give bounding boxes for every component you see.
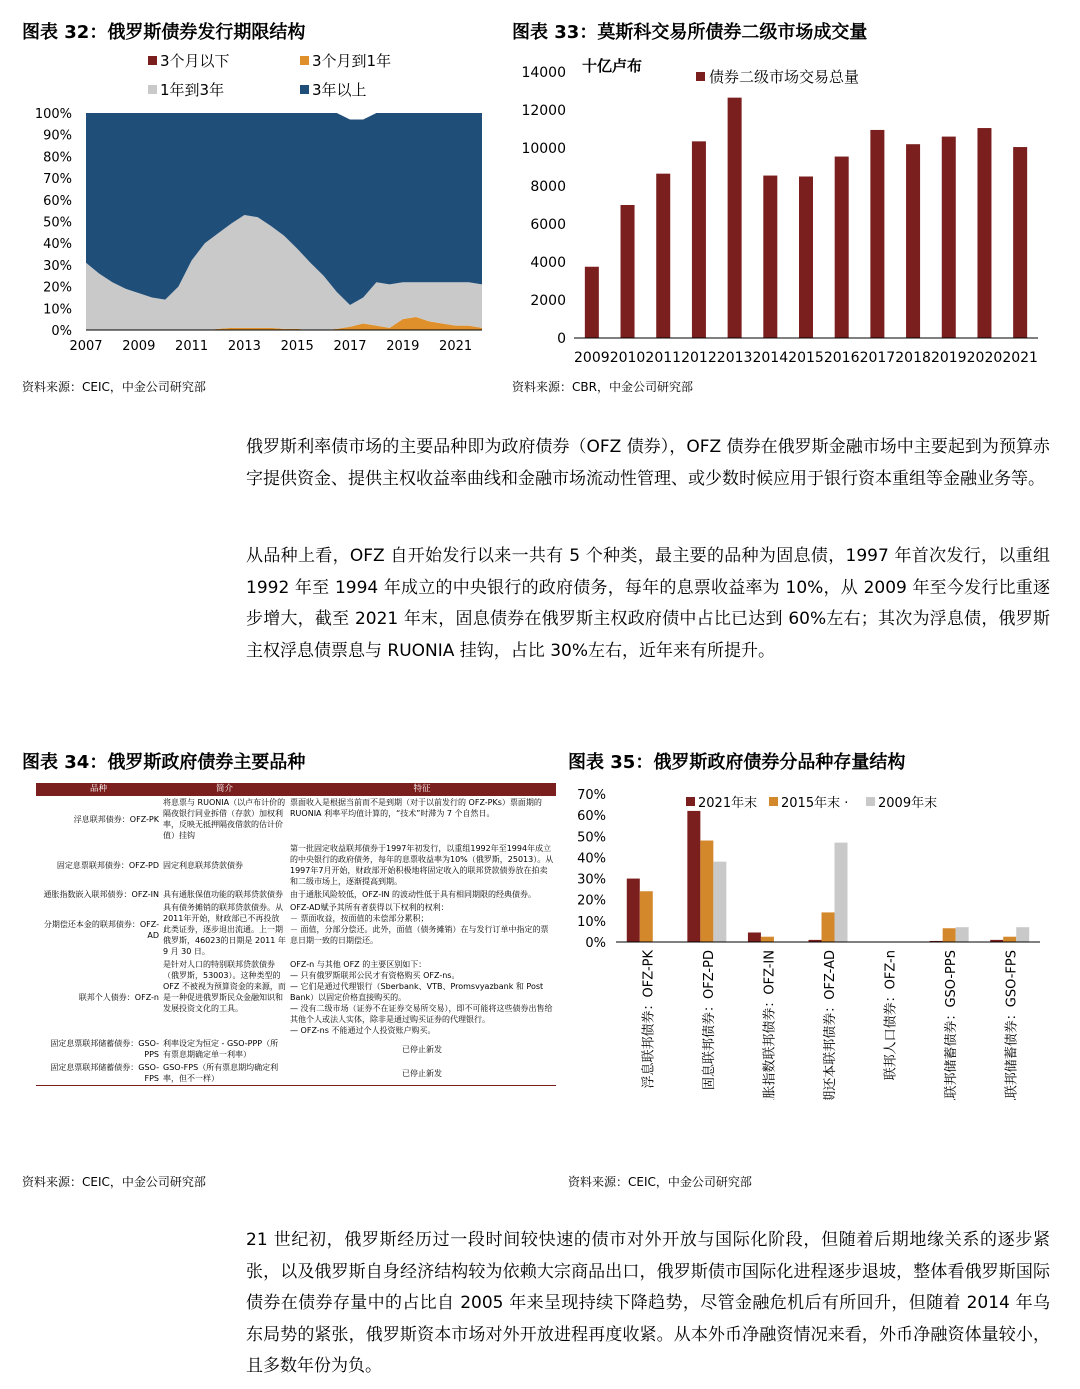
y-tick-label: 2000 xyxy=(530,293,566,309)
x-tick-label: 2017 xyxy=(859,350,896,366)
bond-type-cell: 浮息联邦债券：OFZ-PK xyxy=(73,814,159,824)
bar xyxy=(942,137,956,338)
x-tick-label: 通胀指数联邦债券：OFZ-IN xyxy=(762,950,778,1100)
bond-feature-cell: 票面收入是根据当前而不是到期（对于以前发行的 OFZ-PKs）票面期的 RUONIA 利率平均值计算的，“技术”时滞为 7 个自然日。 xyxy=(290,798,542,818)
bond-feature-cell: OFZ-AD赋予其所有者获得以下权利的权利： － 票面收益，按面值的未偿部分累积； － 面值，分部分偿还。此外，面值（债务摊销）在与发行订单中指定的票息日期一致的日期偿还。 xyxy=(290,903,549,945)
bar xyxy=(700,841,713,942)
legend-label: 3个月到1年 xyxy=(312,52,392,70)
bond-intro-cell: 具有债务摊销的联邦贷款债券。从2011年开始，财政部已不再投放此类证券，逐步退出流通。上一期俄罗斯，46023的日期是 2011 年 9 月 30 日。 xyxy=(163,903,286,956)
bond-type-cell: 固定息票联邦储蓄债券：GSO-FPS xyxy=(36,1061,161,1086)
x-tick-label: 2016 xyxy=(823,350,860,366)
bond-intro-cell: 利率设定为恒定 - GSO-PPP（所有票息期确定单一利率） xyxy=(163,1039,279,1059)
x-tick-label: 2021 xyxy=(439,339,473,354)
x-tick-label: 2019 xyxy=(386,339,420,354)
x-tick-label: 2019 xyxy=(930,350,967,366)
y-tick-label: 60% xyxy=(577,809,606,825)
bond-type-cell: 分期偿还本金的联邦债券：OFZ-AD xyxy=(43,919,159,940)
fig32-title: 图表 32：俄罗斯债券发行期限结构 xyxy=(22,22,306,43)
y-tick-label: 40% xyxy=(43,237,72,253)
paragraph-2: 从品种上看，OFZ 自开始发行以来一共有 5 个种类，最主要的品种为固息债，1997 年首次发行，以重组 1992 年至 1994 年成立的中央银行的政府债务，每年的息票收益率为 10%，从 2009 年至今发行比重逐步增大，截至 2021 年末，固息债券在俄罗斯主权政府债中占比已达到 60%左右；其次为浮息债，俄罗斯主权浮息债票息与 RUONIA 挂钩，占比 30%左右，近年来有所提升。 xyxy=(246,546,1050,661)
bar xyxy=(687,811,700,942)
table-header-cell: 简介 xyxy=(161,783,288,796)
y-tick-label: 70% xyxy=(43,172,72,188)
bar xyxy=(956,927,969,942)
bar xyxy=(870,130,884,338)
x-tick-label: 2014 xyxy=(752,350,789,366)
bond-feature-cell: 已停止新发 xyxy=(402,1044,442,1054)
bar xyxy=(943,928,956,942)
x-tick-label: 2017 xyxy=(333,339,367,354)
x-tick-label: 固息联邦储蓄债券：GSO-PPS xyxy=(944,950,960,1100)
legend-swatch xyxy=(866,797,875,806)
fig32-chart xyxy=(14,44,494,368)
bar xyxy=(621,205,635,338)
fig33-chart xyxy=(510,52,1050,374)
y-tick-label: 0% xyxy=(51,324,72,339)
y-tick-label: 100% xyxy=(34,107,72,122)
table-row xyxy=(36,958,556,1037)
bar xyxy=(656,174,670,338)
fig35-chart xyxy=(566,782,1046,1104)
bond-intro-cell: GSO-FPS（所有票息期均确定利率，但不一样） xyxy=(161,1061,288,1086)
table-row xyxy=(36,1037,556,1061)
legend-label: 1年到3年 xyxy=(160,81,225,99)
y-tick-label: 50% xyxy=(43,215,72,231)
fig33-title: 图表 33：莫斯科交易所债券二级市场成交量 xyxy=(512,22,868,43)
y-tick-label: 10% xyxy=(43,302,72,318)
x-tick-label: 2009 xyxy=(122,339,156,354)
fig34-title: 图表 34：俄罗斯政府债券主要品种 xyxy=(22,752,306,773)
bar xyxy=(627,879,640,942)
bond-feature-cell: 由于通胀风险较低，OFZ-IN 的波动性低于具有相同期限的经典债券。 xyxy=(290,890,537,899)
x-tick-label: 2013 xyxy=(716,350,753,366)
y-tick-label: 12000 xyxy=(521,103,566,119)
y-tick-label: 30% xyxy=(43,258,72,274)
y-tick-label: 70% xyxy=(577,788,606,803)
y-tick-label: 10000 xyxy=(521,141,566,157)
bar xyxy=(835,843,848,942)
bar xyxy=(640,891,653,942)
x-tick-label: 固息联邦债券：OFZ-PD xyxy=(701,950,717,1090)
bar xyxy=(1003,937,1016,942)
bond-feature-cell: OFZ-n 与其他 OFZ 的主要区别如下： — 只有俄罗斯联邦公民才有资格购买 OFZ-ns。 — 它们是通过代理银行（Sberbank、VTB、Promsvyazbank 和 Post Bank）以固定价格直接购买的。 — 没有二级市场（证券不在证券交易所交易），即不可能将这些债券出售给其他个人或法人实体，除非是通过购买证券的代理银行。 — OFZ-ns 不能通过个人投资账户购买。 xyxy=(290,960,553,1035)
x-tick-label: 联邦人口债券：OFZ-n xyxy=(883,950,899,1081)
legend-swatch xyxy=(769,797,778,806)
x-tick-label: 2010 xyxy=(609,350,646,366)
fig33-source: 资料来源：CBR，中金公司研究部 xyxy=(512,380,693,394)
fig35-source: 资料来源：CEIC，中金公司研究部 xyxy=(568,1175,752,1189)
bar xyxy=(763,176,777,338)
bond-intro-cell: 将息票与 RUONIA（以卢布计价的隔夜银行同业拆借（存款）加权利率，反映无抵押隔夜借款的估计价值）挂钩 xyxy=(163,798,286,840)
bar xyxy=(761,937,774,942)
y-tick-label: 6000 xyxy=(530,217,566,233)
y-tick-label: 4000 xyxy=(530,255,566,271)
bar xyxy=(585,267,599,338)
bond-intro-cell: 具有通胀保值功能的联邦贷款债券 xyxy=(163,890,283,899)
y-tick-label: 40% xyxy=(577,851,606,867)
bond-intro-cell: 是针对人口的特别联邦贷款债券（俄罗斯，53003）。这种类型的 OFZ 不被视为预算资金的来源，而是一种促进俄罗斯民众金融知识和发展投资文化的工具。 xyxy=(163,960,286,1013)
fig35-title: 图表 35：俄罗斯政府债券分品种存量结构 xyxy=(568,752,906,773)
bond-type-cell: 通胀指数嵌入联邦债券：OFZ-IN xyxy=(43,890,159,899)
table-row xyxy=(36,796,556,842)
x-tick-label: 2020 xyxy=(966,350,1003,366)
y-tick-label: 90% xyxy=(43,128,72,144)
x-tick-label: 2015 xyxy=(280,339,314,354)
x-tick-label: 2011 xyxy=(175,339,209,354)
x-tick-label: 浮息联邦债券：OFZ-PK xyxy=(641,950,657,1089)
legend-swatch xyxy=(148,56,157,65)
table-row xyxy=(36,842,556,888)
x-tick-label: 2021 xyxy=(1002,350,1038,366)
legend-label: 3年以上 xyxy=(312,81,367,99)
legend-label: 2021年末 xyxy=(698,796,758,811)
fig34-source: 资料来源：CEIC，中金公司研究部 xyxy=(22,1175,206,1189)
bar xyxy=(1013,147,1027,338)
y-tick-label: 10% xyxy=(577,914,606,930)
y-tick-label: 0 xyxy=(557,331,566,347)
legend-swatch xyxy=(148,85,157,94)
table-row xyxy=(36,888,556,901)
x-tick-label: 2015 xyxy=(788,350,824,366)
bar xyxy=(692,141,706,338)
x-tick-label: 2018 xyxy=(895,350,931,366)
bar xyxy=(799,177,813,339)
fig34-table xyxy=(36,783,556,1086)
legend-swatch xyxy=(300,85,309,94)
bar xyxy=(835,157,849,338)
bond-type-cell: 联邦个人债券：OFZ-n xyxy=(78,993,159,1002)
bar xyxy=(977,128,991,338)
x-tick-label: 分期还本联邦债券：OFZ-AD xyxy=(823,950,838,1100)
bond-type-cell: 固定息票联邦储蓄债券：GSO-PPS xyxy=(50,1039,159,1059)
fig32-source: 资料来源：CEIC，中金公司研究部 xyxy=(22,380,206,394)
legend-swatch xyxy=(300,56,309,65)
fig32-svg xyxy=(14,44,494,364)
y-tick-label: 14000 xyxy=(521,65,566,81)
y-tick-label: 30% xyxy=(577,872,606,888)
bar xyxy=(728,98,742,338)
legend-label: 3个月以下 xyxy=(160,52,230,70)
table-header-cell: 品种 xyxy=(36,783,161,796)
legend-label: 2009年末 xyxy=(878,796,938,811)
x-tick-label: 2013 xyxy=(227,339,261,354)
y-tick-label: 20% xyxy=(43,280,72,296)
legend-swatch xyxy=(696,72,705,81)
x-tick-label: 2011 xyxy=(645,350,682,366)
y-tick-label: 50% xyxy=(577,830,606,846)
fig33-svg xyxy=(510,52,1050,370)
x-tick-label: 2012 xyxy=(681,350,717,366)
x-tick-label: 固息联邦储蓄债券：GSO-FPS xyxy=(1004,950,1020,1100)
table-header-row xyxy=(36,783,556,796)
y-tick-label: 0% xyxy=(585,936,606,951)
y-tick-label: 20% xyxy=(577,893,606,909)
bond-feature-cell: 第一批固定收益联邦债券于1997年初发行，以重组1992年至1994年成立的中央银行的政府债务，每年的息票收益率为10%（俄罗斯，25013）。从1997年7月开始，财政部开始积极地将固定收入的联邦贷款债券放在拍卖和二级市场上，逐渐提高到期。 xyxy=(290,844,554,886)
table-row xyxy=(36,1061,556,1086)
bar xyxy=(748,932,761,942)
legend-label: 债券二级市场交易总量 xyxy=(709,68,860,86)
fig34-table-wrap xyxy=(36,783,556,1086)
x-tick-label: 2009 xyxy=(574,350,610,366)
y-tick-label: 8000 xyxy=(530,179,566,195)
x-tick-label: 2007 xyxy=(69,339,103,354)
bond-feature-cell: 已停止新发 xyxy=(288,1061,556,1086)
bar xyxy=(822,912,835,942)
table-row xyxy=(36,901,556,958)
bar xyxy=(713,862,726,942)
bar xyxy=(1016,927,1029,942)
legend-swatch xyxy=(686,797,695,806)
y-tick-label: 60% xyxy=(43,193,72,209)
paragraph-3: 21 世纪初，俄罗斯经历过一段时间较快速的债市对外开放与国际化阶段，但随着后期地缘关系的逐步紧张，以及俄罗斯自身经济结构较为依赖大宗商品出口，俄罗斯债市国际化进程逐步退坡，整体看俄罗斯国际债券在债券存量中的占比自 2005 年来呈现持续下降趋势，尽管金融危机后有所回升，但随着 2014 年乌东局势的紧张，俄罗斯资本市场对外开放进程再度收紧。从本外币净融资情况来看，外币净融资体量较小，且多数年份为负。 xyxy=(246,1230,1050,1376)
bar xyxy=(906,144,920,338)
table-header-cell: 特征 xyxy=(288,783,556,796)
bond-intro-cell: 固定利息联邦贷款债券 xyxy=(163,860,243,870)
y-axis-unit-label: 十亿卢布 xyxy=(582,57,643,75)
bond-type-cell: 固定息票联邦债券：OFZ-PD xyxy=(56,860,159,870)
y-tick-label: 80% xyxy=(43,150,72,166)
fig35-svg xyxy=(566,782,1046,1100)
paragraph-1: 俄罗斯利率债市场的主要品种即为政府债券（OFZ 债券），OFZ 债券在俄罗斯金融市场中主要起到为预算赤字提供资金、提供主权收益率曲线和金融市场流动性管理、或少数时候应用于银行资本重组等金融业务等。 xyxy=(246,437,1050,489)
legend-label: 2015年末 · xyxy=(781,796,849,811)
